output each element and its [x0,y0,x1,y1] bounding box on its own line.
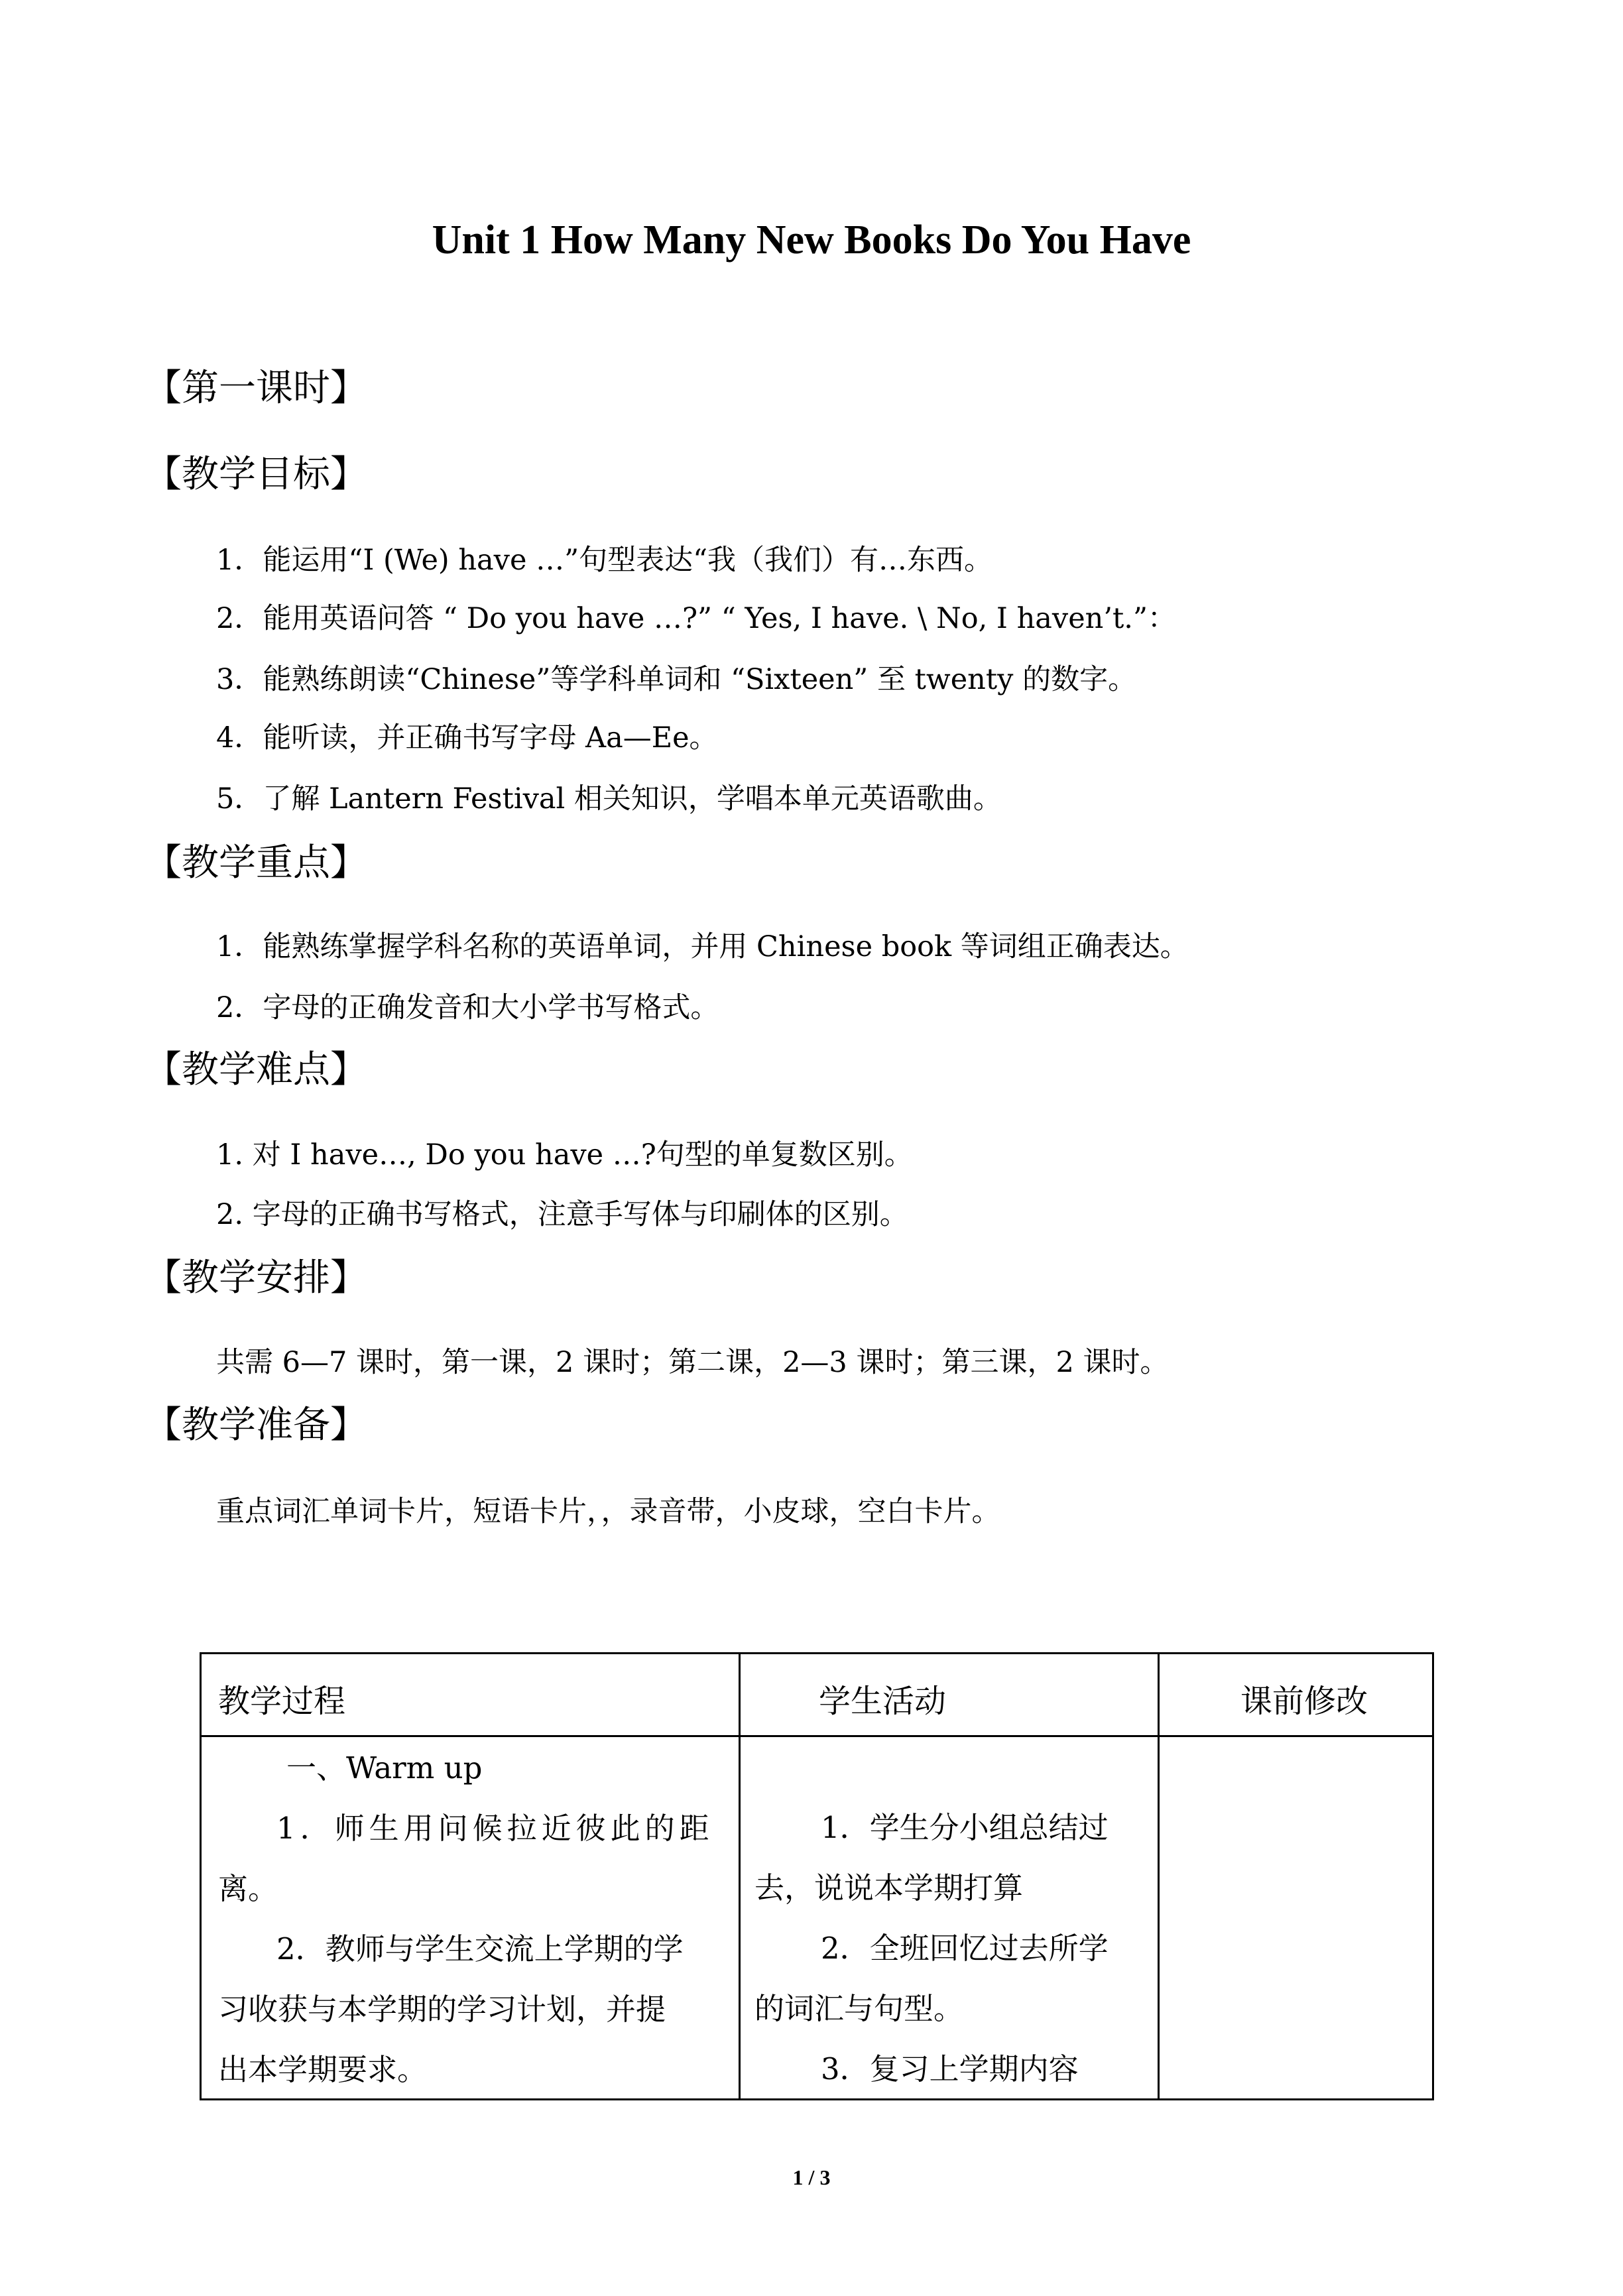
student-line: 去，说说本学期打算 [754,1870,1024,1905]
difficulty-item: 1. 对 I have…, Do you have …?句型的单复数区别。 [216,1138,913,1172]
header-student-activity: 学生活动 [819,1683,947,1720]
process-line: 习收获与本学期的学习计划，并提 [218,1992,666,2027]
heading-preparation: 【教学准备】 [145,1404,367,1447]
page-number: 1 / 3 [792,2165,831,2189]
objective-item: 2．能用英语问答 “ Do you have …?” “ Yes, I have. \ No, I haven’t.”： [216,602,1176,635]
table-divider [1158,1654,1160,2098]
header-revision: 课前修改 [1240,1683,1368,1720]
objective-item: 4．能听读，并正确书写字母 Aa—Ee。 [216,721,718,755]
page-title: Unit 1 How Many New Books Do You Have [432,217,1191,263]
student-line: 1．学生分小组总结过 [821,1810,1109,1845]
heading-key-points: 【教学重点】 [145,841,367,884]
student-line: 的词汇与句型。 [754,1991,964,2026]
table-divider [202,1735,1432,1737]
heading-lesson: 【第一课时】 [145,367,367,410]
student-activity-cell [754,1797,1152,2099]
header-teaching-process: 教学过程 [218,1683,346,1720]
heading-schedule: 【教学安排】 [145,1256,367,1299]
objective-item: 3．能熟练朗读“Chinese”等学科单词和 “Sixteen” 至 twenty 的数字。 [216,663,1137,696]
objective-item: 1．能运用“I (We) have …”句型表达“我（我们）有…东西。 [216,544,993,577]
process-line: 1．师生用问候拉近彼此的距 [276,1811,714,1846]
process-cell [218,1738,742,2100]
key-point-item: 2．字母的正确发音和大小学书写格式。 [216,991,719,1024]
process-line: 出本学期要求。 [218,2052,428,2087]
key-point-item: 1．能熟练掌握学科名称的英语单词，并用 Chinese book 等词组正确表达。 [216,930,1189,963]
preparation-text: 重点词汇单词卡片，短语卡片，，录音带，小皮球，空白卡片。 [216,1495,1000,1528]
student-line: 2．全班回忆过去所学 [821,1931,1109,1966]
difficulty-item: 2. 字母的正确书写格式，注意手写体与印刷体的区别。 [216,1198,908,1231]
process-line: 离。 [218,1871,278,1906]
schedule-text: 共需 6—7 课时，第一课，2 课时；第二课，2—3 课时；第三课，2 课时。 [216,1346,1169,1379]
process-line: 一、Warm up [286,1750,483,1785]
process-line: 2．教师与学生交流上学期的学 [276,1931,684,1966]
lesson-process-table [200,1652,1434,2100]
heading-objectives: 【教学目标】 [145,453,367,496]
objective-item: 5．了解 Lantern Festival 相关知识，学唱本单元英语歌曲。 [216,782,1002,816]
student-line: 3．复习上学期内容 [821,2051,1079,2086]
heading-difficulties: 【教学难点】 [145,1048,367,1091]
